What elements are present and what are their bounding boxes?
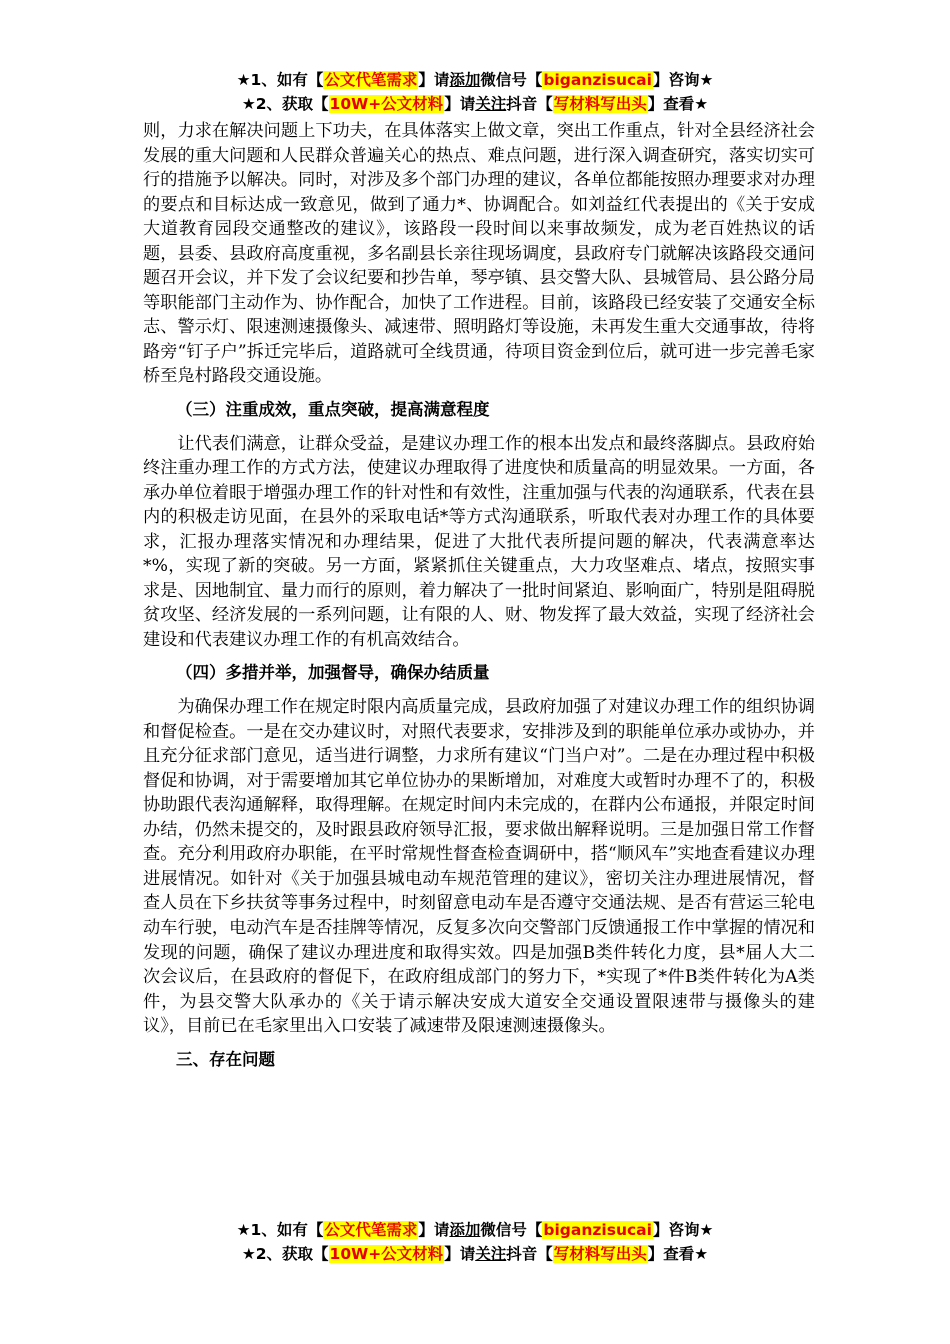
promo-text: 】查看★ [647,1245,709,1263]
promo-highlight: 写材料写出头 [553,1245,647,1263]
promo-underlined: 添加 [449,1221,481,1239]
promo-underlined: 关注 [475,95,507,113]
promo-underlined: 添加 [449,71,481,89]
promo-text: 微信号【 [480,1221,543,1239]
promo-text: 抖音【 [506,1245,553,1263]
promo-text: 】咨询★ [652,1221,714,1239]
section-heading-3: （三）注重成效，重点突破，提高满意程度 [176,400,490,420]
promo-highlight: 公文代笔需求 [324,1221,418,1239]
promo-highlight: biganzisucai [543,71,652,89]
promo-text: ★2、获取【 [241,95,329,113]
promo-text: ★1、如有【 [236,71,324,89]
promo-text: ★2、获取【 [241,1245,329,1263]
promo-highlight: 写材料写出头 [553,95,647,113]
promo-banner-bottom [0,1218,950,1266]
paragraph-supervision: 为确保办理工作在规定时限内高质量完成，县政府加强了对建议办理工作的组织协调和督促检查。一是在交办建议时，对照代表要求，安排涉及到的职能单位承办或协办，并且充分征求部门意见，适当进行调整，力求所有建议“门当户对”。二是在办理过程中积极督促和协调，对于需要增加其它单位协办的果断增加，对难度大或暂时办理不了的，积极协助跟代表沟通解释，取得理解。在规定时间内未完成的，在群内公布通报，并限定时间办结，仍然未提交的，及时跟县政府领导汇报，要求做出解释说明。三是加强日常工作督查。充分利用政府办职能，在平时常规性督查检查调研中，搭“顺风车”实地查看建议办理进展情况。如针对《关于加强县城电动车规范管理的建议》，密切关注办理进展情况，督查人员在下乡扶贫等事务过程中，时刻留意电动车是否遵守交通法规、是否有营运三轮电动车行驶，电动汽车是否挂牌等情况，反复多次向交警部门反馈通报工作中掌握的情况和发现的问题，确保了建议办理进度和取得实效。四是加强B类件转化力度，县*届人大二次会议后，在县政府的督促下，在政府组成部门的努力下，*实现了*件B类件转化为A类件，为县交警大队承办的《关于请示解决安成大道安全交通设置限速带与摄像头的建议》，目前已在毛家里出入口安装了减速带及限速测速摄像头。 [143,697,815,1037]
promo-text: 抖音【 [506,95,553,113]
paragraph-satisfaction: 让代表们满意，让群众受益，是建议办理工作的根本出发点和最终落脚点。县政府始终注重办理工作的方式方法，使建议办理取得了进度快和质量高的明显效果。一方面，各承办单位着眼于增强办理工作的针对性和有效性，注重加强与代表的沟通联系，代表在县内的积极走访见面，在县外的采取电话*等方式沟通联系，听取代表对办理工作的具体要求，汇报办理落实情况和办理结果，促进了大批代表所提问题的解决，代表满意率达*%，实现了新的突破。另一方面，紧紧抓住关键重点，大力攻坚难点、堵点，按照实事求是、因地制宜、量力而行的原则，着力解决了一批时间紧迫、影响面广，特别是阻碍脱贫攻坚、经济发展的一系列问题，让有限的人、财、物发挥了最大效益，实现了经济社会建设和代表建议办理工作的有机高效结合。 [143,433,815,650]
promo-underlined: 关注 [475,1245,507,1263]
promo-text: 】请 [444,95,476,113]
promo-text: 】请 [444,1245,476,1263]
promo-line-1 [0,1218,950,1242]
promo-text: 】请 [418,71,450,89]
promo-text: 】查看★ [647,95,709,113]
promo-highlight: 10W+公文材料 [329,1245,444,1263]
promo-text: ★1、如有【 [236,1221,324,1239]
promo-line-2 [0,1242,950,1266]
promo-text: 】咨询★ [652,71,714,89]
promo-text: 微信号【 [480,71,543,89]
section-title-problems: 三、存在问题 [176,1049,275,1069]
promo-line-2 [0,92,950,116]
promo-banner-top [0,68,950,116]
promo-line-1 [0,68,950,92]
promo-highlight: 10W+公文材料 [329,95,444,113]
promo-highlight: biganzisucai [543,1221,652,1239]
promo-text: 】请 [418,1221,450,1239]
document-body [143,119,815,1072]
section-heading-4: （四）多措并举，加强督导，确保办结质量 [176,663,490,683]
paragraph-continued: 则，力求在解决问题上下功夫，在具体落实上做文章，突出工作重点，针对全县经济社会发展的重大问题和人民群众普遍关心的热点、难点问题，进行深入调查研究，落实切实可行的措施予以解决。同时，对涉及多个部门办理的建议，各单位都能按照办理要求对办理的要点和目标达成一致意见，做到了通力*、协调配合。如刘益红代表提出的《关于安成大道教育园段交通整改的建议》，该路段一段时间以来事故频发，成为老百姓热议的话题，县委、县政府高度重视，多名副县长亲往现场调度，县政府专门就解决该路段交通问题召开会议，并下发了会议纪要和抄告单，琴亭镇、县交警大队、县城管局、县公路分局等职能部门主动作为、协作配合，加快了工作进程。目前，该路段已经安装了交通安全标志、警示灯、限速测速摄像头、减速带、照明路灯等设施，未再发生重大交通事故，待将路旁“钉子户”拆迁完毕后，道路就可全线贯通，待项目资金到位后，就可进一步完善毛家桥至凫村路段交通设施。 [143,121,815,387]
promo-highlight: 公文代笔需求 [324,71,418,89]
